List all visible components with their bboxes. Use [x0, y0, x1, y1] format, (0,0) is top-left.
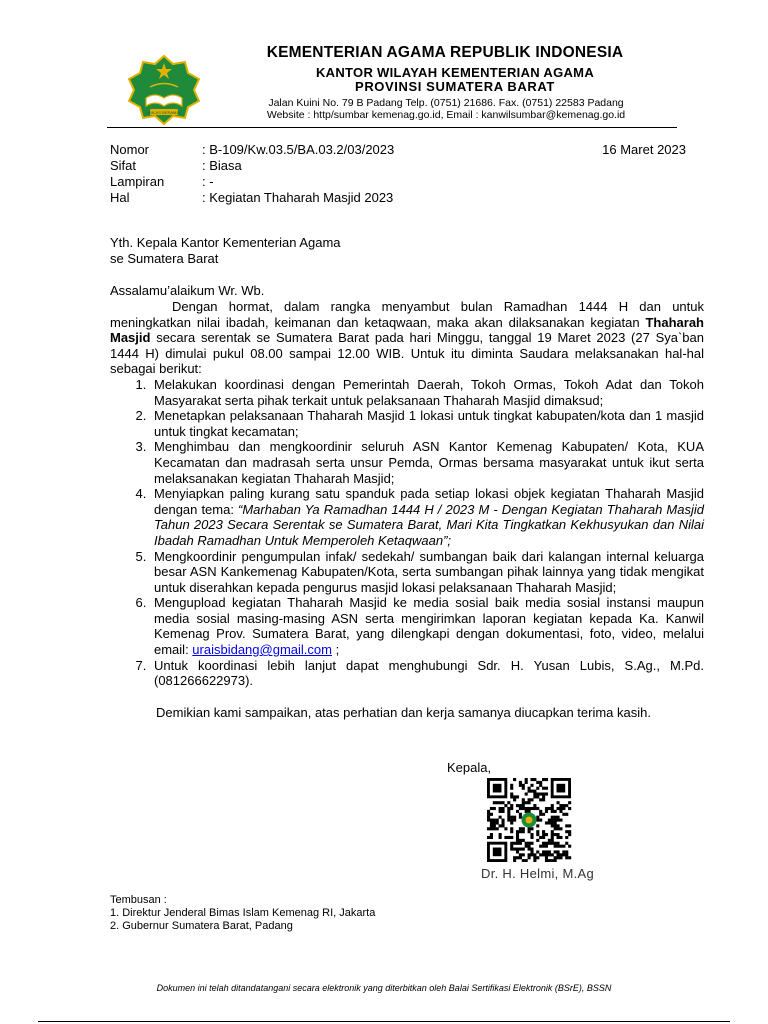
letterhead-website: Website : http/sumbar kemenag.go.id, Email : kanwilsumbar@kemenag.go.id — [266, 109, 626, 121]
recipient-line1: Yth. Kepala Kantor Kementerian Agama — [110, 235, 341, 250]
item6-text: Mengupload kegiatan Thaharah Masjid ke media sosial baik media sosial instansi maupun media sosial masing-masing ASN serta mengirimkan laporan kegiatan kepada Ka. Kanwil Kemenag Prov. Sumatera Barat, yang dilengkapi dengan dokumentasi, foto, video, melalui email: — [154, 595, 704, 658]
opening-text-a: Dengan hormat, dalam rangka menyambut bulan Ramadhan 1444 H dan untuk meningkatkan nilai ibadah, keimanan dan ketaqwaan, maka akan dilaksanakan kegiatan — [110, 299, 704, 330]
letterhead-office: KANTOR WILAYAH KEMENTERIAN AGAMA — [315, 65, 595, 80]
logo-motto: IKHLAS BERAMAL — [146, 110, 182, 115]
ministry-logo — [124, 54, 204, 126]
nomor-value: : B-109/Kw.03.5/BA.03.2/03/2023 — [202, 142, 395, 157]
tembusan-item: 1. Direktur Jenderal Bimas Islam Kemenag RI, Jakarta — [110, 907, 376, 919]
list-item — [150, 595, 704, 657]
hal-value: : Kegiatan Thaharah Masjid 2023 — [202, 190, 394, 205]
list-item — [150, 486, 704, 548]
signer-name: Dr. H. Helmi, M.Ag — [481, 866, 595, 881]
list-item: 7. Untuk koordinasi lebih lanjut dapat menghubungi Sdr. H. Yusan Lubis, S.Ag., M.Pd. (081266622973). — [150, 658, 704, 689]
bottom-divider — [38, 1021, 730, 1022]
esign-footer: Dokumen ini telah ditandatangani secara elektronik yang diterbitkan oleh Balai Sertifikasi Elektronik (BSrE), BSSN — [156, 983, 612, 993]
opening-paragraph — [110, 299, 704, 377]
item4-theme: “Marhaban Ya Ramadhan 1444 H / 2023 M - Dengan Kegiatan Thaharah Masjid Tahun 2023 Secara Serentak se Sumatera Barat, Mari Kita Tingkatkan Kekhusyukan dan Nilai Ibadah Ramadhan Untuk Memperoleh Ketaqwaan”; — [154, 501, 704, 548]
closing-paragraph: Demikian kami sampaikan, atas perhatian dan kerja samanya diucapkan terima kasih. — [156, 704, 651, 720]
hal-label: Hal — [110, 190, 130, 205]
list-item: 3. Menghimbau dan mengkoordinir seluruh ASN Kantor Kemenag Kabupaten/ Kota, KUA Kecamatan dan madrasah serta unsur Pemda, Ormas bersama masyarakat untuk ikut serta melaksanakan kegiatan Thaharah Masjid; — [150, 439, 704, 486]
greeting: Assalamu’alaikum Wr. Wb. — [110, 283, 265, 298]
item6-tail: ; — [331, 642, 340, 658]
instruction-list — [110, 377, 704, 689]
sifat-label: Sifat — [110, 158, 137, 173]
recipient — [110, 235, 341, 267]
letterhead-province: PROVINSI SUMATERA BARAT — [355, 79, 555, 94]
lampiran-value: : - — [202, 174, 214, 189]
tembusan — [110, 894, 375, 933]
opening-text-b: secara serentak se Sumatera Barat pada hari Minggu, tanggal 19 Maret 2023 (27 Sya`ban 1444 H) dimulai pukul 08.00 sampai 12.00 WIB. Untuk itu diminta Saudara melaksanakan hal-hal sebagai berikut: — [110, 330, 704, 377]
qr-code-icon — [484, 778, 574, 862]
nomor-label: Nomor — [110, 142, 150, 157]
email-link[interactable]: uraisbidang@gmail.com — [192, 642, 332, 658]
list-item: 2. Menetapkan pelaksanaan Thaharah Masjid 1 lokasi untuk tingkat kabupaten/kota dan 1 masjid untuk tingkat kecamatan; — [150, 408, 704, 439]
signature-title: Kepala, — [447, 760, 492, 775]
letter-body — [110, 299, 704, 720]
sifat-value: : Biasa — [202, 158, 242, 173]
item4-text: Menyiapkan paling kurang satu spanduk pada setiap lokasi objek kegiatan Thaharah Masjid dengan tema: — [154, 486, 704, 517]
lampiran-label: Lampiran — [110, 174, 165, 189]
letterhead-address: Jalan Kuini No. 79 B Padang Telp. (0751) 21686. Fax. (0751) 22583 Padang — [268, 97, 624, 109]
letterhead-divider — [107, 127, 677, 128]
letterhead-ministry: KEMENTERIAN AGAMA REPUBLIK INDONESIA — [266, 44, 624, 61]
recipient-line2: se Sumatera Barat — [110, 251, 219, 266]
opening-bold: Thaharah Masjid — [110, 314, 704, 346]
list-item: 5. Mengkoordinir pengumpulan infak/ sedekah/ sumbangan baik dari kalangan internal keluarga besar ASN Kankemenag Kabupaten/Kota, serta sumbangan pihak lainnya yang tidak mengikat untuk diserahkan kepada pengurus masjid lokasi pelaksanaan Thaharah Masjid; — [150, 549, 704, 596]
tembusan-item: 2. Gubernur Sumatera Barat, Padang — [110, 920, 293, 932]
letter-date: 16 Maret 2023 — [602, 142, 686, 157]
tembusan-label: Tembusan : — [110, 894, 167, 906]
letter-meta — [110, 142, 394, 206]
list-item: 1. Melakukan koordinasi dengan Pemerintah Daerah, Tokoh Ormas, Tokoh Adat dan Tokoh Masyarakat serta pihak terkait untuk pelaksanaan Thaharah Masjid dimaksud; — [150, 377, 704, 408]
